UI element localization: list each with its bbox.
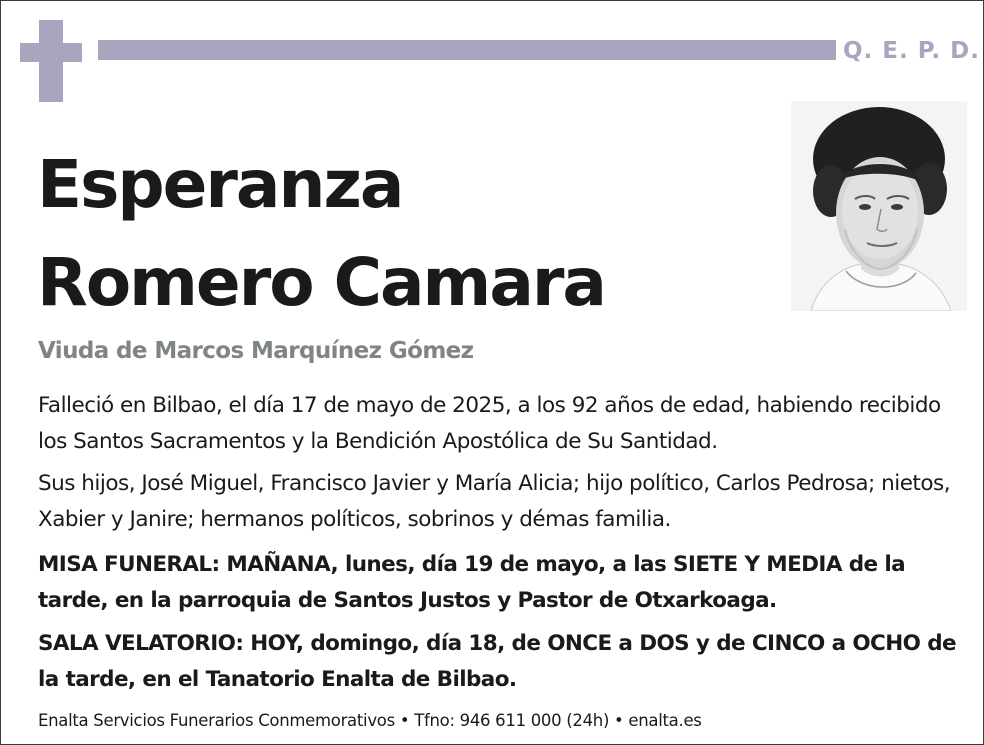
qepd-label: Q. E. P. D. [843, 38, 980, 64]
funeral-home-footer: Enalta Servicios Funerarios Conmemorativos • Tfno: 946 611 000 (24h) • enalta.es [38, 711, 702, 730]
deceased-name [37, 136, 757, 332]
portrait-image [791, 101, 967, 311]
wake-paragraph: SALA VELATORIO: HOY, domingo, día 18, de ONCE a DOS y de CINCO a OCHO de la tarde, en el Tanatorio Enalta de Bilbao. [38, 631, 956, 692]
header-rule [98, 40, 836, 60]
deceased-first-name: Esperanza [37, 146, 403, 223]
deceased-surnames: Romero Camara [37, 244, 605, 321]
death-notice-paragraph: Falleció en Bilbao, el día 17 de mayo de 2025, a los 92 años de edad, habiendo recibido los Santos Sacramentos y la Bendición Apostólica de Su Santidad. [38, 393, 941, 454]
deceased-portrait-photo [791, 101, 967, 311]
widow-subtitle: Viuda de Marcos Marquínez Gómez [38, 338, 474, 364]
funeral-mass-paragraph: MISA FUNERAL: MAÑANA, lunes, día 19 de mayo, a las SIETE Y MEDIA de la tarde, en la parroquia de Santos Justos y Pastor de Otxarkoaga. [38, 552, 906, 613]
family-paragraph: Sus hijos, José Miguel, Francisco Javier y María Alicia; hijo político, Carlos Pedrosa; nietos, Xabier y Janire; hermanos políticos, sobrinos y démas familia. [38, 471, 951, 532]
cross-icon-horizontal [20, 43, 82, 62]
